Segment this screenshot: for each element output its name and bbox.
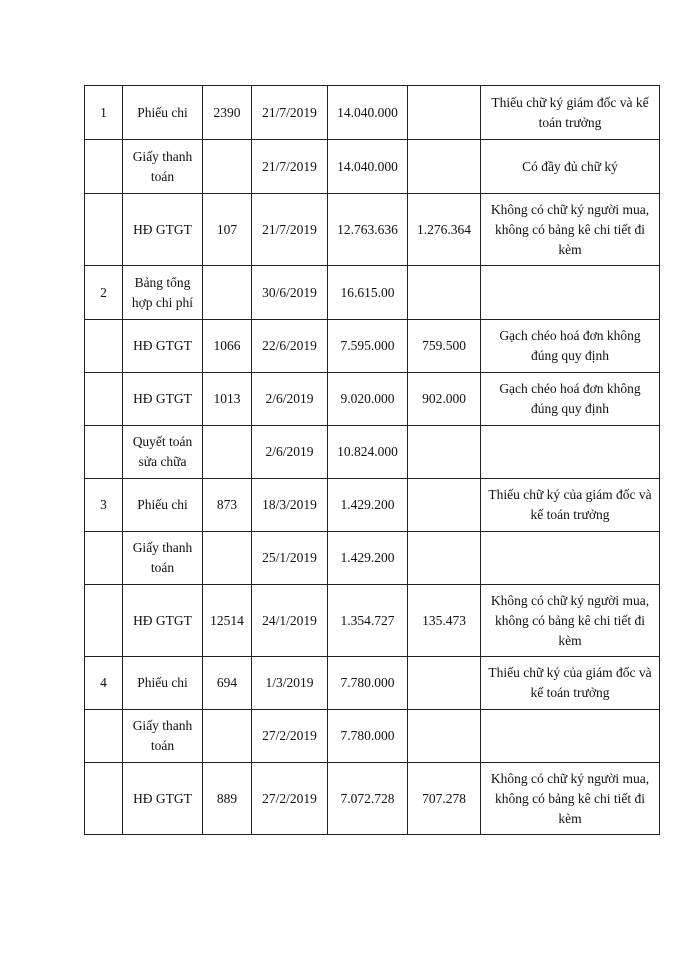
- vat-amount-cell: [408, 266, 481, 320]
- document-date-cell: 21/7/2019: [252, 140, 328, 194]
- amount-cell: 1.429.200: [328, 479, 408, 532]
- document-number-cell: [203, 140, 252, 194]
- amount-cell: 7.780.000: [328, 657, 408, 710]
- row-number-cell: [85, 532, 123, 585]
- document-number-cell: [203, 426, 252, 479]
- voucher-table: [84, 85, 660, 835]
- row-number-cell: [85, 140, 123, 194]
- table-row: [85, 479, 660, 532]
- amount-cell: 14.040.000: [328, 86, 408, 140]
- document-date-cell: 27/2/2019: [252, 763, 328, 835]
- row-number-cell: [85, 194, 123, 266]
- vat-amount-cell: [408, 426, 481, 479]
- row-number-cell: 3: [85, 479, 123, 532]
- document-type-cell: Giấy thanh toán: [123, 710, 203, 763]
- row-number-cell: [85, 320, 123, 373]
- vat-amount-cell: [408, 657, 481, 710]
- document-number-cell: 12514: [203, 585, 252, 657]
- document-date-cell: 2/6/2019: [252, 373, 328, 426]
- remark-cell: Thiếu chữ ký giám đốc và kế toán trưởng: [481, 86, 660, 140]
- document-type-cell: Phiếu chi: [123, 657, 203, 710]
- document-type-cell: Quyết toán sửa chữa: [123, 426, 203, 479]
- table-row: [85, 532, 660, 585]
- row-number-cell: [85, 585, 123, 657]
- amount-cell: 7.595.000: [328, 320, 408, 373]
- table-row: [85, 585, 660, 657]
- document-number-cell: 1013: [203, 373, 252, 426]
- table-row: [85, 140, 660, 194]
- amount-cell: 1.354.727: [328, 585, 408, 657]
- document-number-cell: [203, 532, 252, 585]
- remark-cell: [481, 710, 660, 763]
- vat-amount-cell: 707.278: [408, 763, 481, 835]
- document-number-cell: 1066: [203, 320, 252, 373]
- document-date-cell: 18/3/2019: [252, 479, 328, 532]
- document-date-cell: 21/7/2019: [252, 86, 328, 140]
- table-row: [85, 426, 660, 479]
- document-number-cell: [203, 710, 252, 763]
- document-type-cell: Phiếu chi: [123, 479, 203, 532]
- document-date-cell: 22/6/2019: [252, 320, 328, 373]
- table-row: [85, 320, 660, 373]
- document-number-cell: 2390: [203, 86, 252, 140]
- vat-amount-cell: [408, 479, 481, 532]
- document-type-cell: HĐ GTGT: [123, 585, 203, 657]
- document-number-cell: [203, 266, 252, 320]
- document-type-cell: Giấy thanh toán: [123, 532, 203, 585]
- vat-amount-cell: 135.473: [408, 585, 481, 657]
- document-number-cell: 694: [203, 657, 252, 710]
- document-type-cell: HĐ GTGT: [123, 763, 203, 835]
- row-number-cell: [85, 710, 123, 763]
- amount-cell: 9.020.000: [328, 373, 408, 426]
- remark-cell: [481, 266, 660, 320]
- table-row: [85, 710, 660, 763]
- vat-amount-cell: [408, 140, 481, 194]
- remark-cell: [481, 426, 660, 479]
- document-number-cell: 889: [203, 763, 252, 835]
- table-row: [85, 266, 660, 320]
- document-date-cell: 27/2/2019: [252, 710, 328, 763]
- amount-cell: 12.763.636: [328, 194, 408, 266]
- amount-cell: 10.824.000: [328, 426, 408, 479]
- document-type-cell: HĐ GTGT: [123, 320, 203, 373]
- voucher-table-body: [85, 86, 660, 835]
- row-number-cell: [85, 763, 123, 835]
- remark-cell: [481, 532, 660, 585]
- row-number-cell: 4: [85, 657, 123, 710]
- vat-amount-cell: [408, 710, 481, 763]
- row-number-cell: 2: [85, 266, 123, 320]
- row-number-cell: [85, 426, 123, 479]
- document-type-cell: HĐ GTGT: [123, 373, 203, 426]
- remark-cell: Không có chữ ký người mua, không có bảng kê chi tiết đi kèm: [481, 763, 660, 835]
- vat-amount-cell: 902.000: [408, 373, 481, 426]
- document-number-cell: 107: [203, 194, 252, 266]
- document-date-cell: 21/7/2019: [252, 194, 328, 266]
- row-number-cell: [85, 373, 123, 426]
- document-date-cell: 24/1/2019: [252, 585, 328, 657]
- document-date-cell: 30/6/2019: [252, 266, 328, 320]
- table-row: [85, 657, 660, 710]
- amount-cell: 7.072.728: [328, 763, 408, 835]
- amount-cell: 14.040.000: [328, 140, 408, 194]
- remark-cell: Gạch chéo hoá đơn không đúng quy định: [481, 373, 660, 426]
- remark-cell: Thiếu chữ ký của giám đốc và kế toán trưởng: [481, 479, 660, 532]
- table-row: [85, 763, 660, 835]
- table-row: [85, 194, 660, 266]
- document-number-cell: 873: [203, 479, 252, 532]
- document-date-cell: 1/3/2019: [252, 657, 328, 710]
- remark-cell: Thiếu chữ ký của giám đốc và kế toán trưởng: [481, 657, 660, 710]
- document-type-cell: HĐ GTGT: [123, 194, 203, 266]
- remark-cell: Không có chữ ký người mua, không có bảng kê chi tiết đi kèm: [481, 585, 660, 657]
- row-number-cell: 1: [85, 86, 123, 140]
- vat-amount-cell: [408, 532, 481, 585]
- vat-amount-cell: 1.276.364: [408, 194, 481, 266]
- document-type-cell: Giấy thanh toán: [123, 140, 203, 194]
- table-row: [85, 373, 660, 426]
- document-type-cell: Bảng tổng hợp chi phí: [123, 266, 203, 320]
- document-date-cell: 2/6/2019: [252, 426, 328, 479]
- amount-cell: 7.780.000: [328, 710, 408, 763]
- table-row: [85, 86, 660, 140]
- amount-cell: 16.615.00: [328, 266, 408, 320]
- vat-amount-cell: 759.500: [408, 320, 481, 373]
- amount-cell: 1.429.200: [328, 532, 408, 585]
- remark-cell: Có đầy đủ chữ ký: [481, 140, 660, 194]
- remark-cell: Không có chữ ký người mua, không có bảng kê chi tiết đi kèm: [481, 194, 660, 266]
- document-type-cell: Phiếu chi: [123, 86, 203, 140]
- vat-amount-cell: [408, 86, 481, 140]
- remark-cell: Gạch chéo hoá đơn không đúng quy định: [481, 320, 660, 373]
- document-date-cell: 25/1/2019: [252, 532, 328, 585]
